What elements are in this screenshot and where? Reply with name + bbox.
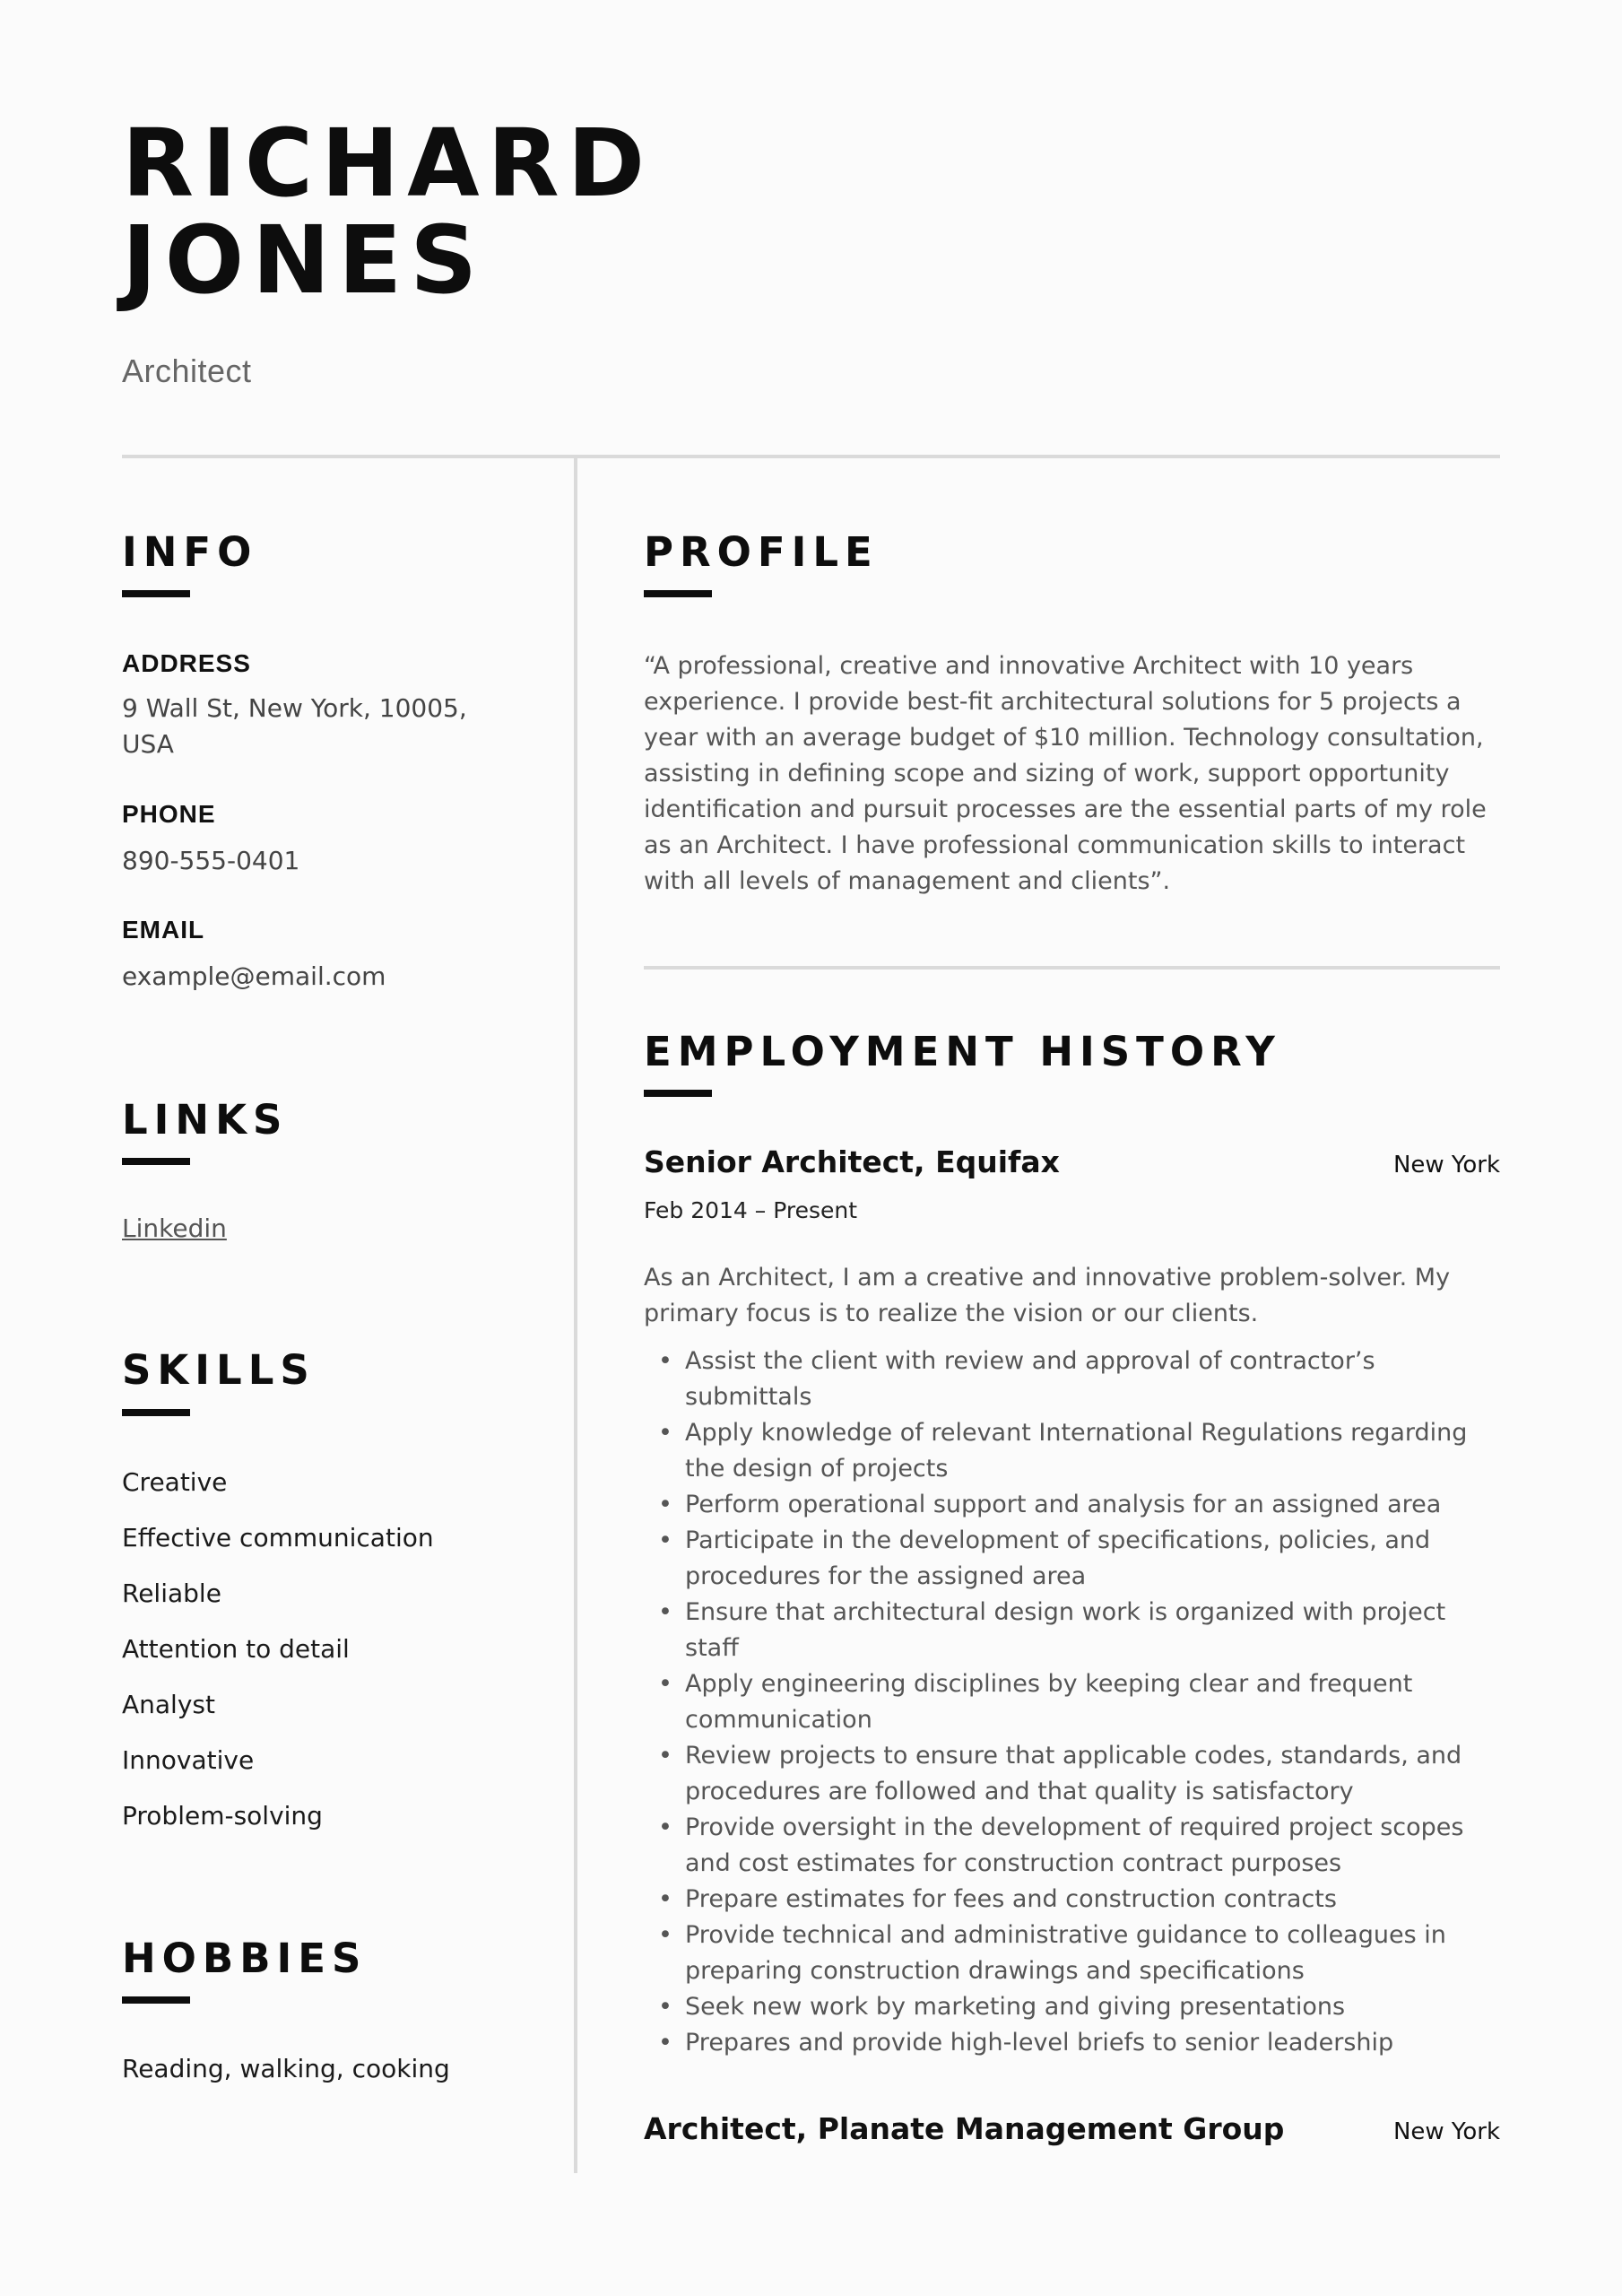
hobbies-text: Reading, walking, cooking	[122, 2054, 450, 2083]
list-item: • Seek new work by marketing and giving presentations	[685, 1989, 1505, 2025]
list-item: • Prepares and provide high-level briefs to senior leadership	[685, 2025, 1505, 2061]
skill-item: Problem-solving	[122, 1801, 323, 1831]
list-item: • Review projects to ensure that applicable codes, standards, and procedures are followed and that quality is satisfactory	[685, 1738, 1505, 1810]
employment-heading: EMPLOYMENT HISTORY	[644, 1028, 1281, 1075]
list-item: • Assist the client with review and approval of contractor’s submittals	[685, 1344, 1505, 1415]
info-heading-underline	[122, 590, 190, 597]
skills-list	[122, 1460, 434, 1849]
job-title: Architect	[122, 352, 252, 389]
job-location: New York	[1392, 2118, 1500, 2145]
address-label: ADDRESS	[122, 649, 251, 677]
skill-item: Attention to detail	[122, 1634, 350, 1664]
job-position: Senior Architect, Equifax	[644, 1144, 1060, 1179]
profile-heading-underline	[644, 590, 712, 597]
list-item: • Perform operational support and analysis for an assigned area	[685, 1487, 1505, 1523]
phone-value: 890-555-0401	[122, 846, 300, 875]
profile-text: “A professional, creative and innovative Architect with 10 years experience. I provide best-fit architectural solutions for 5 projects a year with an average budget of $10 million. Technology consultation, assisting in defining scope and sizing of work, support opportunity identification and pursuit processes are the essential parts of my role as an Architect. I have professional communication skills to interact with all levels of management and clients”.	[644, 652, 1487, 895]
job-header	[644, 2111, 1500, 2146]
job-responsibilities	[644, 1344, 1505, 2061]
list-item: • Ensure that architectural design work is organized with project staff	[685, 1595, 1505, 1666]
skill-item: Effective communication	[122, 1523, 434, 1552]
email-value: example@email.com	[122, 961, 386, 991]
job-dates: Feb 2014 – Present	[644, 1197, 858, 1223]
list-item: • Provide oversight in the development of required project scopes and cost estimates for construction contract purposes	[685, 1810, 1505, 1882]
skill-item: Reliable	[122, 1578, 221, 1608]
profile-heading: PROFILE	[644, 528, 879, 576]
header-divider	[122, 455, 1500, 458]
list-item: • Apply knowledge of relevant International Regulations regarding the design of projects	[685, 1415, 1505, 1487]
list-item: • Participate in the development of specifications, policies, and procedures for the assigned area	[685, 1523, 1505, 1595]
linkedin-link[interactable]: Linkedin	[122, 1213, 227, 1243]
links-heading: LINKS	[122, 1096, 289, 1144]
column-divider	[574, 458, 577, 2173]
hobbies-heading: HOBBIES	[122, 1935, 368, 1982]
info-heading: INFO	[122, 528, 258, 576]
email-label: EMAIL	[122, 916, 205, 944]
employment-heading-underline	[644, 1090, 712, 1097]
phone-label: PHONE	[122, 800, 216, 828]
profile-divider	[644, 966, 1500, 970]
candidate-name	[122, 109, 654, 315]
skills-heading: SKILLS	[122, 1346, 316, 1394]
first-name: RICHARD	[122, 109, 654, 218]
skill-item: Creative	[122, 1467, 228, 1497]
last-name: JONES	[122, 205, 486, 315]
job-position: Architect, Planate Management Group	[644, 2111, 1285, 2146]
job-summary: As an Architect, I am a creative and innovative problem-solver. My primary focus is to realize the vision or our clients.	[644, 1264, 1451, 1327]
hobbies-heading-underline	[122, 1996, 190, 2004]
job-header	[644, 1144, 1500, 1179]
job-location: New York	[1392, 1152, 1500, 1178]
skill-item: Innovative	[122, 1745, 255, 1775]
address-value: 9 Wall St, New York, 10005, USA	[122, 693, 467, 759]
skill-item: Analyst	[122, 1690, 215, 1719]
links-heading-underline	[122, 1158, 190, 1165]
list-item: • Provide technical and administrative guidance to colleagues in preparing construction drawings and specifications	[685, 1918, 1505, 1989]
list-item: • Apply engineering disciplines by keeping clear and frequent communication	[685, 1666, 1505, 1738]
skills-heading-underline	[122, 1409, 190, 1416]
list-item: • Prepare estimates for fees and construction contracts	[685, 1882, 1505, 1918]
